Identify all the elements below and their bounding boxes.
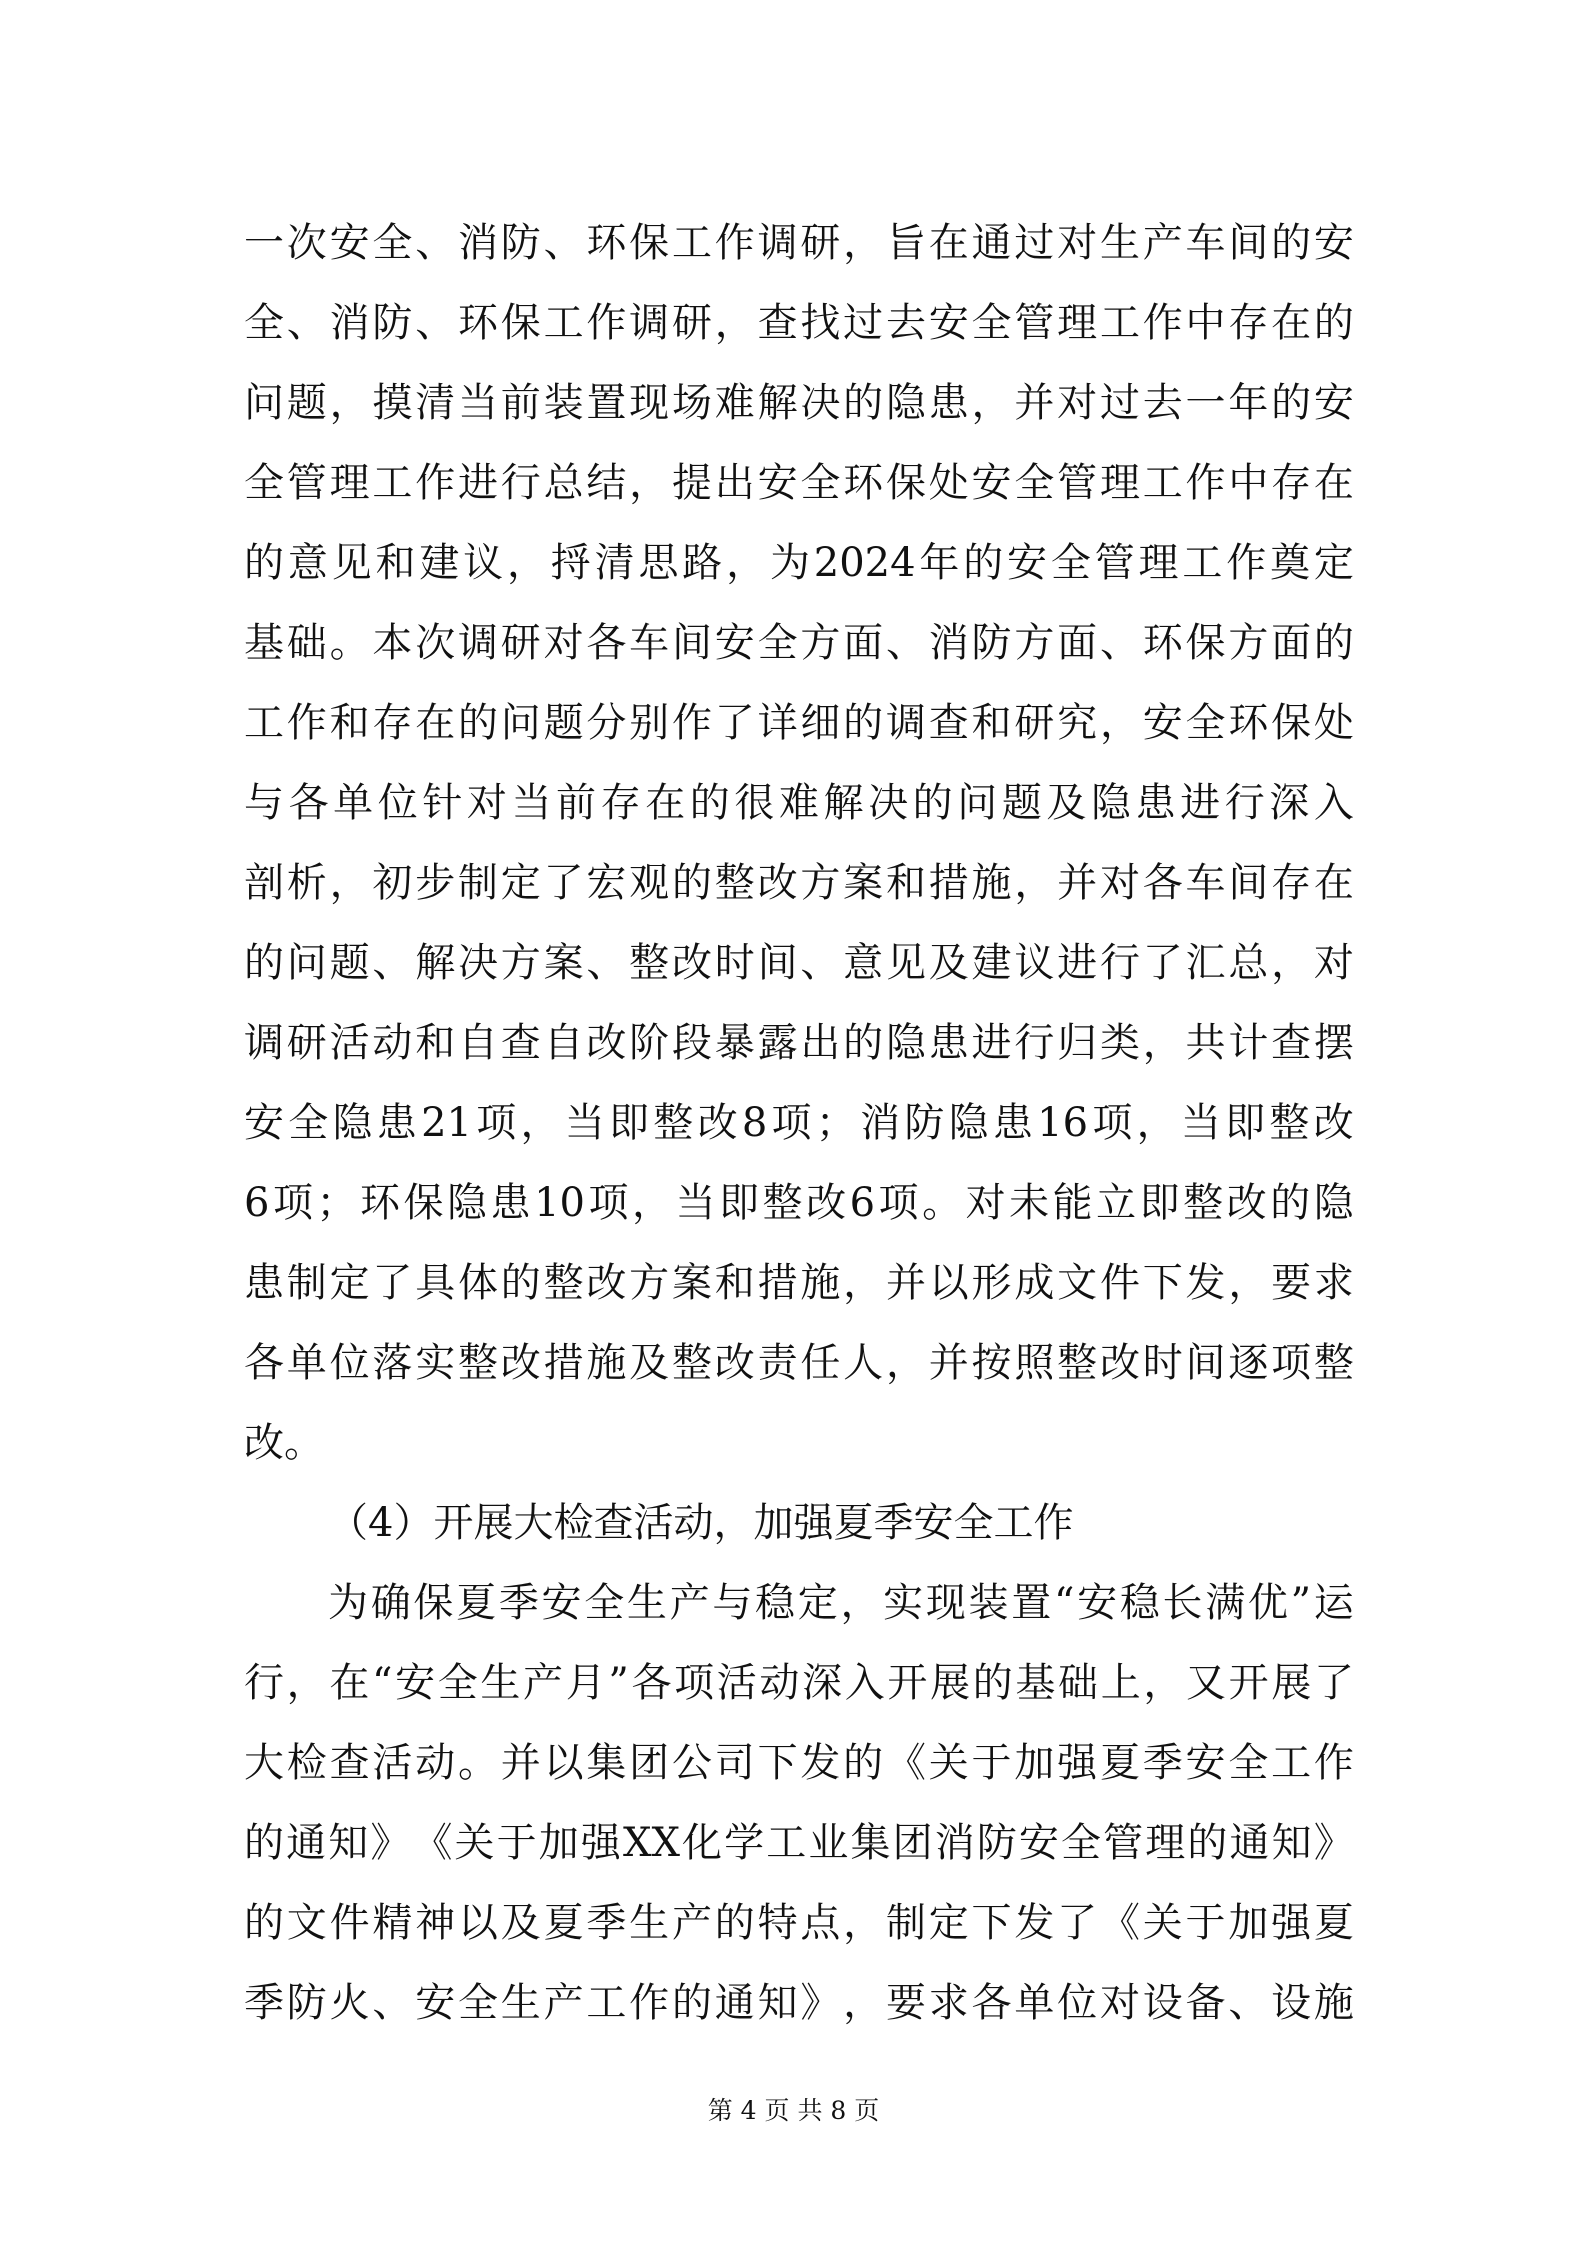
section-heading: （4）开展大检查活动，加强夏季安全工作 [328,1500,1074,1546]
text-line: 全 、 消 防 、 环 保 工 作 调 研 ， 查 找 过 去 安 全 管 理 工 作 中 存 在 的 [244,300,1354,346]
text-line: 的 通 知 》 《 关 于 加 强 XX 化 学 工 业 集 团 消 防 安 全 管 理 的 通 知 》 [244,1820,1354,1866]
text-line: 6 项 ； 环 保 隐 患 10 项 ， 当 即 整 改 6 项 。 对 未 能 立 即 整 改 的 隐 [244,1180,1354,1226]
text-line: 剖 析 ， 初 步 制 定 了 宏 观 的 整 改 方 案 和 措 施 ， 并 对 各 车 间 存 在 [244,860,1354,906]
text-line: 基 础 。 本 次 调 研 对 各 车 间 安 全 方 面 、 消 防 方 面 、 环 保 方 面 的 [244,620,1354,666]
text-line: 大 检 查 活 动 。 并 以 集 团 公 司 下 发 的 《 关 于 加 强 夏 季 安 全 工 作 [244,1740,1354,1786]
text-line: 一 次 安 全 、 消 防 、 环 保 工 作 调 研 ， 旨 在 通 过 对 生 产 车 间 的 安 [244,220,1354,266]
text-line: 问 题 ， 摸 清 当 前 装 置 现 场 难 解 决 的 隐 患 ， 并 对 过 去 一 年 的 安 [244,380,1354,426]
text-line: 季 防 火 、 安 全 生 产 工 作 的 通 知 》 ， 要 求 各 单 位 对 设 备 、 设 施 [244,1980,1354,2026]
text-line: 行 ， 在 “ 安 全 生 产 月 ” 各 项 活 动 深 入 开 展 的 基 础 上 ， 又 开 展 了 [244,1660,1354,1706]
page-number: 第 4 页 共 8 页 [707,2096,880,2125]
text-line: 改。 [244,1420,324,1466]
text-line: 安 全 隐 患 21 项 ， 当 即 整 改 8 项 ； 消 防 隐 患 16 项 ， 当 即 整 改 [244,1100,1354,1146]
text-line: 为 确 保 夏 季 安 全 生 产 与 稳 定 ， 实 现 装 置 “ 安 稳 长 满 优 ” 运 [328,1580,1354,1626]
text-line: 工 作 和 存 在 的 问 题 分 别 作 了 详 细 的 调 查 和 研 究 ， 安 全 环 保 处 [244,700,1354,746]
text-line: 与 各 单 位 针 对 当 前 存 在 的 很 难 解 决 的 问 题 及 隐 患 进 行 深 入 [244,780,1354,826]
text-line: 全 管 理 工 作 进 行 总 结 ， 提 出 安 全 环 保 处 安 全 管 理 工 作 中 存 在 [244,460,1354,506]
text-line: 各 单 位 落 实 整 改 措 施 及 整 改 责 任 人 ， 并 按 照 整 改 时 间 逐 项 整 [244,1340,1354,1386]
text-line: 的 问 题 、 解 决 方 案 、 整 改 时 间 、 意 见 及 建 议 进 行 了 汇 总 ， 对 [244,940,1354,986]
document-body [244,203,1354,2043]
text-line: 的 意 见 和 建 议 ， 捋 清 思 路 ， 为 2024 年 的 安 全 管 理 工 作 奠 定 [244,540,1354,586]
text-line: 患 制 定 了 具 体 的 整 改 方 案 和 措 施 ， 并 以 形 成 文 件 下 发 ， 要 求 [244,1260,1354,1306]
text-line: 的 文 件 精 神 以 及 夏 季 生 产 的 特 点 ， 制 定 下 发 了 《 关 于 加 强 夏 [244,1900,1354,1946]
text-line: 调 研 活 动 和 自 查 自 改 阶 段 暴 露 出 的 隐 患 进 行 归 类 ， 共 计 查 摆 [244,1020,1354,1066]
